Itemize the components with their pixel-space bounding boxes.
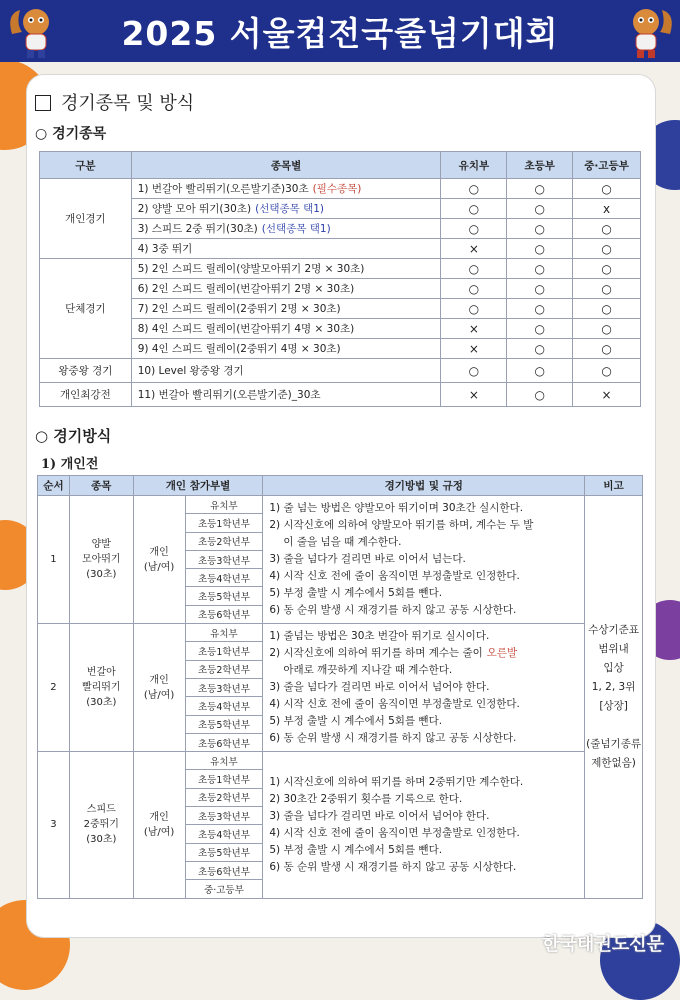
type-label: (남/여) bbox=[143, 561, 175, 573]
grade-cell: 초등4학년부 bbox=[185, 825, 263, 843]
type-cell bbox=[133, 624, 185, 752]
availability-mark: ○ bbox=[573, 299, 641, 319]
note-line: 입상 bbox=[603, 661, 624, 674]
type-label: 개인 bbox=[149, 811, 169, 823]
category-cell: 단체경기 bbox=[40, 259, 132, 359]
availability-mark: ○ bbox=[573, 219, 641, 239]
rules-cell bbox=[263, 496, 585, 624]
rule-line: 4) 시작 신호 전에 줄이 움직이면 부정출발로 인정한다. bbox=[269, 570, 520, 583]
availability-mark: ○ bbox=[573, 239, 641, 259]
methods-section-title: ○ 경기방식 bbox=[35, 427, 112, 445]
grade-cell: 중·고등부 bbox=[185, 880, 263, 898]
rule-line: 2) 시작신호에 의하여 양발모아 뛰기를 하며, 계수는 두 발 bbox=[269, 519, 534, 532]
event-name: 11) 번갈아 빨리뛰기(오른발기준)_30초 bbox=[137, 389, 321, 401]
event-label: 빨리뛰기 bbox=[81, 682, 121, 694]
availability-mark: ○ bbox=[507, 199, 573, 219]
event-cell bbox=[131, 383, 441, 407]
availability-mark: ○ bbox=[507, 339, 573, 359]
rule-line: 3) 줄을 넘다가 걸리면 바로 이어서 넘는다. bbox=[269, 553, 466, 566]
rule-line: 5) 부정 출발 시 계수에서 5회를 뺀다. bbox=[269, 587, 443, 600]
event-name: 6) 2인 스피드 릴레이(번갈아뛰기 2명 × 30초) bbox=[137, 283, 355, 295]
event-cell bbox=[131, 239, 441, 259]
availability-mark: ○ bbox=[441, 279, 507, 299]
grade-cell: 초등3학년부 bbox=[185, 678, 263, 696]
availability-mark: ○ bbox=[573, 339, 641, 359]
event-note: (필수종목) bbox=[312, 183, 362, 195]
event-name: 7) 2인 스피드 릴레이(2중뛰기 2명 × 30초) bbox=[137, 303, 341, 315]
availability-mark: × bbox=[441, 319, 507, 339]
type-cell bbox=[133, 496, 185, 624]
event-cell bbox=[131, 259, 441, 279]
header-cell: 중·고등부 bbox=[573, 152, 641, 179]
availability-mark: ○ bbox=[573, 319, 641, 339]
event-label: (30초) bbox=[86, 569, 117, 581]
header-cell: 경기방법 및 규정 bbox=[263, 476, 585, 496]
grade-cell: 초등3학년부 bbox=[185, 807, 263, 825]
event-name: 9) 4인 스피드 릴레이(2중뛰기 4명 × 30초) bbox=[137, 343, 341, 355]
grade-cell: 초등5학년부 bbox=[185, 843, 263, 861]
note-cell bbox=[585, 496, 643, 899]
header-cell: 개인 참가부별 bbox=[133, 476, 263, 496]
availability-mark: × bbox=[441, 239, 507, 259]
availability-mark: ○ bbox=[507, 299, 573, 319]
event-name: 1) 번갈아 빨리뛰기(오른발기준)30초 bbox=[137, 183, 309, 195]
header-cell: 구분 bbox=[40, 152, 132, 179]
rules-cell bbox=[263, 752, 585, 898]
grade-cell: 초등2학년부 bbox=[185, 788, 263, 806]
category-cell: 개인경기 bbox=[40, 179, 132, 259]
event-name: 10) Level 왕중왕 경기 bbox=[137, 365, 244, 377]
rule-text: 2) 시작신호에 의하여 뛰기를 하며 계수는 줄이 bbox=[269, 647, 483, 660]
rules-cell bbox=[263, 624, 585, 752]
event-cell bbox=[131, 179, 441, 199]
rule-line: 1) 시작신호에 의하여 뛰기를 하며 2중뛰기만 계수한다. bbox=[269, 775, 524, 788]
availability-mark: ○ bbox=[507, 239, 573, 259]
table-row bbox=[38, 624, 643, 642]
table-row bbox=[38, 752, 643, 770]
header-banner bbox=[0, 0, 680, 62]
category-cell: 개인최강전 bbox=[40, 383, 132, 407]
checkbox-icon bbox=[35, 95, 51, 111]
event-cell bbox=[131, 279, 441, 299]
availability-mark: x bbox=[573, 199, 641, 219]
table-header-row bbox=[40, 152, 641, 179]
table-row bbox=[40, 179, 641, 199]
grade-cell: 유치부 bbox=[185, 496, 263, 514]
page-title: 2025 서울컵전국줄넘기대회 bbox=[121, 13, 559, 53]
grade-cell: 초등1학년부 bbox=[185, 642, 263, 660]
rule-line: 5) 부정 출발 시 계수에서 5회를 뺀다. bbox=[269, 715, 443, 728]
rule-line: 6) 동 순위 발생 시 재경기를 하지 않고 공동 시상한다. bbox=[269, 604, 517, 617]
grade-cell: 초등1학년부 bbox=[185, 514, 263, 532]
grade-cell: 초등2학년부 bbox=[185, 660, 263, 678]
event-label: 양발 bbox=[91, 539, 111, 551]
header-cell: 종목별 bbox=[131, 152, 441, 179]
note-line: 제한없음) bbox=[591, 756, 636, 769]
header-cell: 유치부 bbox=[441, 152, 507, 179]
note-line: 1, 2, 3위 bbox=[591, 680, 636, 693]
availability-mark: ○ bbox=[507, 359, 573, 383]
availability-mark: ○ bbox=[441, 179, 507, 199]
note-line: 수상기준표 bbox=[588, 623, 639, 636]
squirrel-mascot-icon bbox=[622, 4, 676, 60]
rule-line: 이 줄을 넘을 때 계수한다. bbox=[283, 536, 402, 549]
grade-cell: 초등6학년부 bbox=[185, 605, 263, 623]
order-cell: 3 bbox=[38, 752, 70, 898]
grade-cell: 초등4학년부 bbox=[185, 569, 263, 587]
note-line: [상장] bbox=[599, 699, 628, 712]
category-cell: 왕중왕 경기 bbox=[40, 359, 132, 383]
rule-line: 4) 시작 신호 전에 줄이 움직이면 부정출발로 인정한다. bbox=[269, 826, 520, 839]
availability-mark: ○ bbox=[573, 279, 641, 299]
availability-mark: ○ bbox=[507, 179, 573, 199]
rule-line: 3) 줄을 넘다가 걸리면 바로 이어서 넘어야 한다. bbox=[269, 809, 490, 822]
table-row bbox=[40, 359, 641, 383]
grade-cell: 초등5학년부 bbox=[185, 587, 263, 605]
event-cell bbox=[69, 752, 133, 898]
event-label: (30초) bbox=[86, 697, 117, 709]
rule-line: 1) 줄 넘는 방법은 양발모아 뛰기이며 30초간 실시한다. bbox=[269, 502, 524, 515]
methods-table bbox=[37, 475, 643, 899]
type-label: (남/여) bbox=[143, 826, 175, 838]
squirrel-mascot-icon bbox=[6, 4, 60, 60]
availability-mark: ○ bbox=[507, 259, 573, 279]
watermark: 한국태권도신문 bbox=[542, 934, 664, 955]
grade-cell: 초등6학년부 bbox=[185, 861, 263, 879]
event-name: 5) 2인 스피드 릴레이(양발모아뛰기 2명 × 30초) bbox=[137, 263, 365, 275]
order-cell: 2 bbox=[38, 624, 70, 752]
table-row bbox=[40, 259, 641, 279]
note-line: (줄넘기종류 bbox=[586, 737, 641, 750]
note-line: 범위내 bbox=[598, 642, 629, 655]
event-name: 4) 3중 뛰기 bbox=[137, 243, 193, 255]
rule-line: 6) 동 순위 발생 시 재경기를 하지 않고 공동 시상한다. bbox=[269, 860, 517, 873]
event-cell bbox=[131, 219, 441, 239]
event-cell bbox=[131, 339, 441, 359]
availability-mark: ○ bbox=[441, 219, 507, 239]
event-label: 번갈아 bbox=[86, 667, 116, 679]
header-cell: 초등부 bbox=[507, 152, 573, 179]
type-label: 개인 bbox=[149, 674, 169, 686]
grade-cell: 초등3학년부 bbox=[185, 550, 263, 568]
event-label: (30초) bbox=[86, 834, 117, 846]
event-label: 2중뛰기 bbox=[83, 819, 119, 831]
type-cell bbox=[133, 752, 185, 898]
section-main-title: 경기종목 및 방식 bbox=[35, 89, 194, 115]
rule-line: 1) 줄넘는 방법은 30초 번갈아 뛰기로 실시이다. bbox=[269, 630, 490, 643]
event-name: 8) 4인 스피드 릴레이(번갈아뛰기 4명 × 30초) bbox=[137, 323, 355, 335]
events-table bbox=[39, 151, 641, 407]
rule-line: 3) 줄을 넘다가 걸리면 바로 이어서 넘어야 한다. bbox=[269, 681, 490, 694]
availability-mark: ○ bbox=[441, 359, 507, 383]
availability-mark: ○ bbox=[441, 199, 507, 219]
grade-cell: 초등5학년부 bbox=[185, 715, 263, 733]
rule-line: 5) 부정 출발 시 계수에서 5회를 뺀다. bbox=[269, 843, 443, 856]
availability-mark: ○ bbox=[573, 259, 641, 279]
table-row bbox=[40, 383, 641, 407]
event-note: (선택종목 택1) bbox=[261, 223, 331, 235]
type-label: 개인 bbox=[149, 546, 169, 558]
rule-line: 4) 시작 신호 전에 줄이 움직이면 부정출발로 인정한다. bbox=[269, 698, 520, 711]
content-card bbox=[26, 74, 656, 938]
header-cell: 종목 bbox=[69, 476, 133, 496]
grade-cell: 유치부 bbox=[185, 624, 263, 642]
table-row bbox=[38, 496, 643, 514]
rule-line: 6) 동 순위 발생 시 재경기를 하지 않고 공동 시상한다. bbox=[269, 732, 517, 745]
availability-mark: ○ bbox=[573, 179, 641, 199]
events-section-title: ○ 경기종목 bbox=[35, 126, 107, 142]
event-note: (선택종목 택1) bbox=[255, 203, 325, 215]
availability-mark: ○ bbox=[507, 279, 573, 299]
order-cell: 1 bbox=[38, 496, 70, 624]
availability-mark: ○ bbox=[507, 319, 573, 339]
availability-mark: ○ bbox=[441, 299, 507, 319]
event-cell bbox=[131, 299, 441, 319]
rule-line: 2) 30초간 2중뛰기 횟수를 기록으로 한다. bbox=[269, 792, 463, 805]
event-name: 2) 양발 모아 뛰기(30초) bbox=[137, 203, 252, 215]
availability-mark: ○ bbox=[507, 219, 573, 239]
rule-line: 아래로 깨끗하게 지나갈 때 계수한다. bbox=[283, 664, 453, 677]
availability-mark: ○ bbox=[441, 259, 507, 279]
grade-cell: 유치부 bbox=[185, 752, 263, 770]
grade-cell: 초등1학년부 bbox=[185, 770, 263, 788]
header-cell: 순서 bbox=[38, 476, 70, 496]
availability-mark: × bbox=[441, 383, 507, 407]
event-cell bbox=[131, 319, 441, 339]
grade-cell: 초등6학년부 bbox=[185, 733, 263, 751]
event-label: 스피드 bbox=[86, 804, 116, 816]
event-cell bbox=[131, 199, 441, 219]
rule-highlight: 오른발 bbox=[486, 647, 518, 660]
grade-cell: 초등2학년부 bbox=[185, 532, 263, 550]
table-header-row bbox=[38, 476, 643, 496]
availability-mark: ○ bbox=[573, 359, 641, 383]
event-label: 모아뛰기 bbox=[81, 554, 121, 566]
availability-mark: ○ bbox=[507, 383, 573, 407]
event-cell bbox=[69, 624, 133, 752]
header-cell: 비고 bbox=[585, 476, 643, 496]
event-name: 3) 스피드 2중 뛰기(30초) bbox=[137, 223, 258, 235]
note-line bbox=[585, 716, 642, 735]
event-cell bbox=[69, 496, 133, 624]
availability-mark: × bbox=[441, 339, 507, 359]
grade-cell: 초등4학년부 bbox=[185, 697, 263, 715]
availability-mark: × bbox=[573, 383, 641, 407]
individual-section-title: 1) 개인전 bbox=[41, 457, 99, 472]
rule-line bbox=[269, 645, 580, 662]
type-label: (남/여) bbox=[143, 689, 175, 701]
event-cell bbox=[131, 359, 441, 383]
